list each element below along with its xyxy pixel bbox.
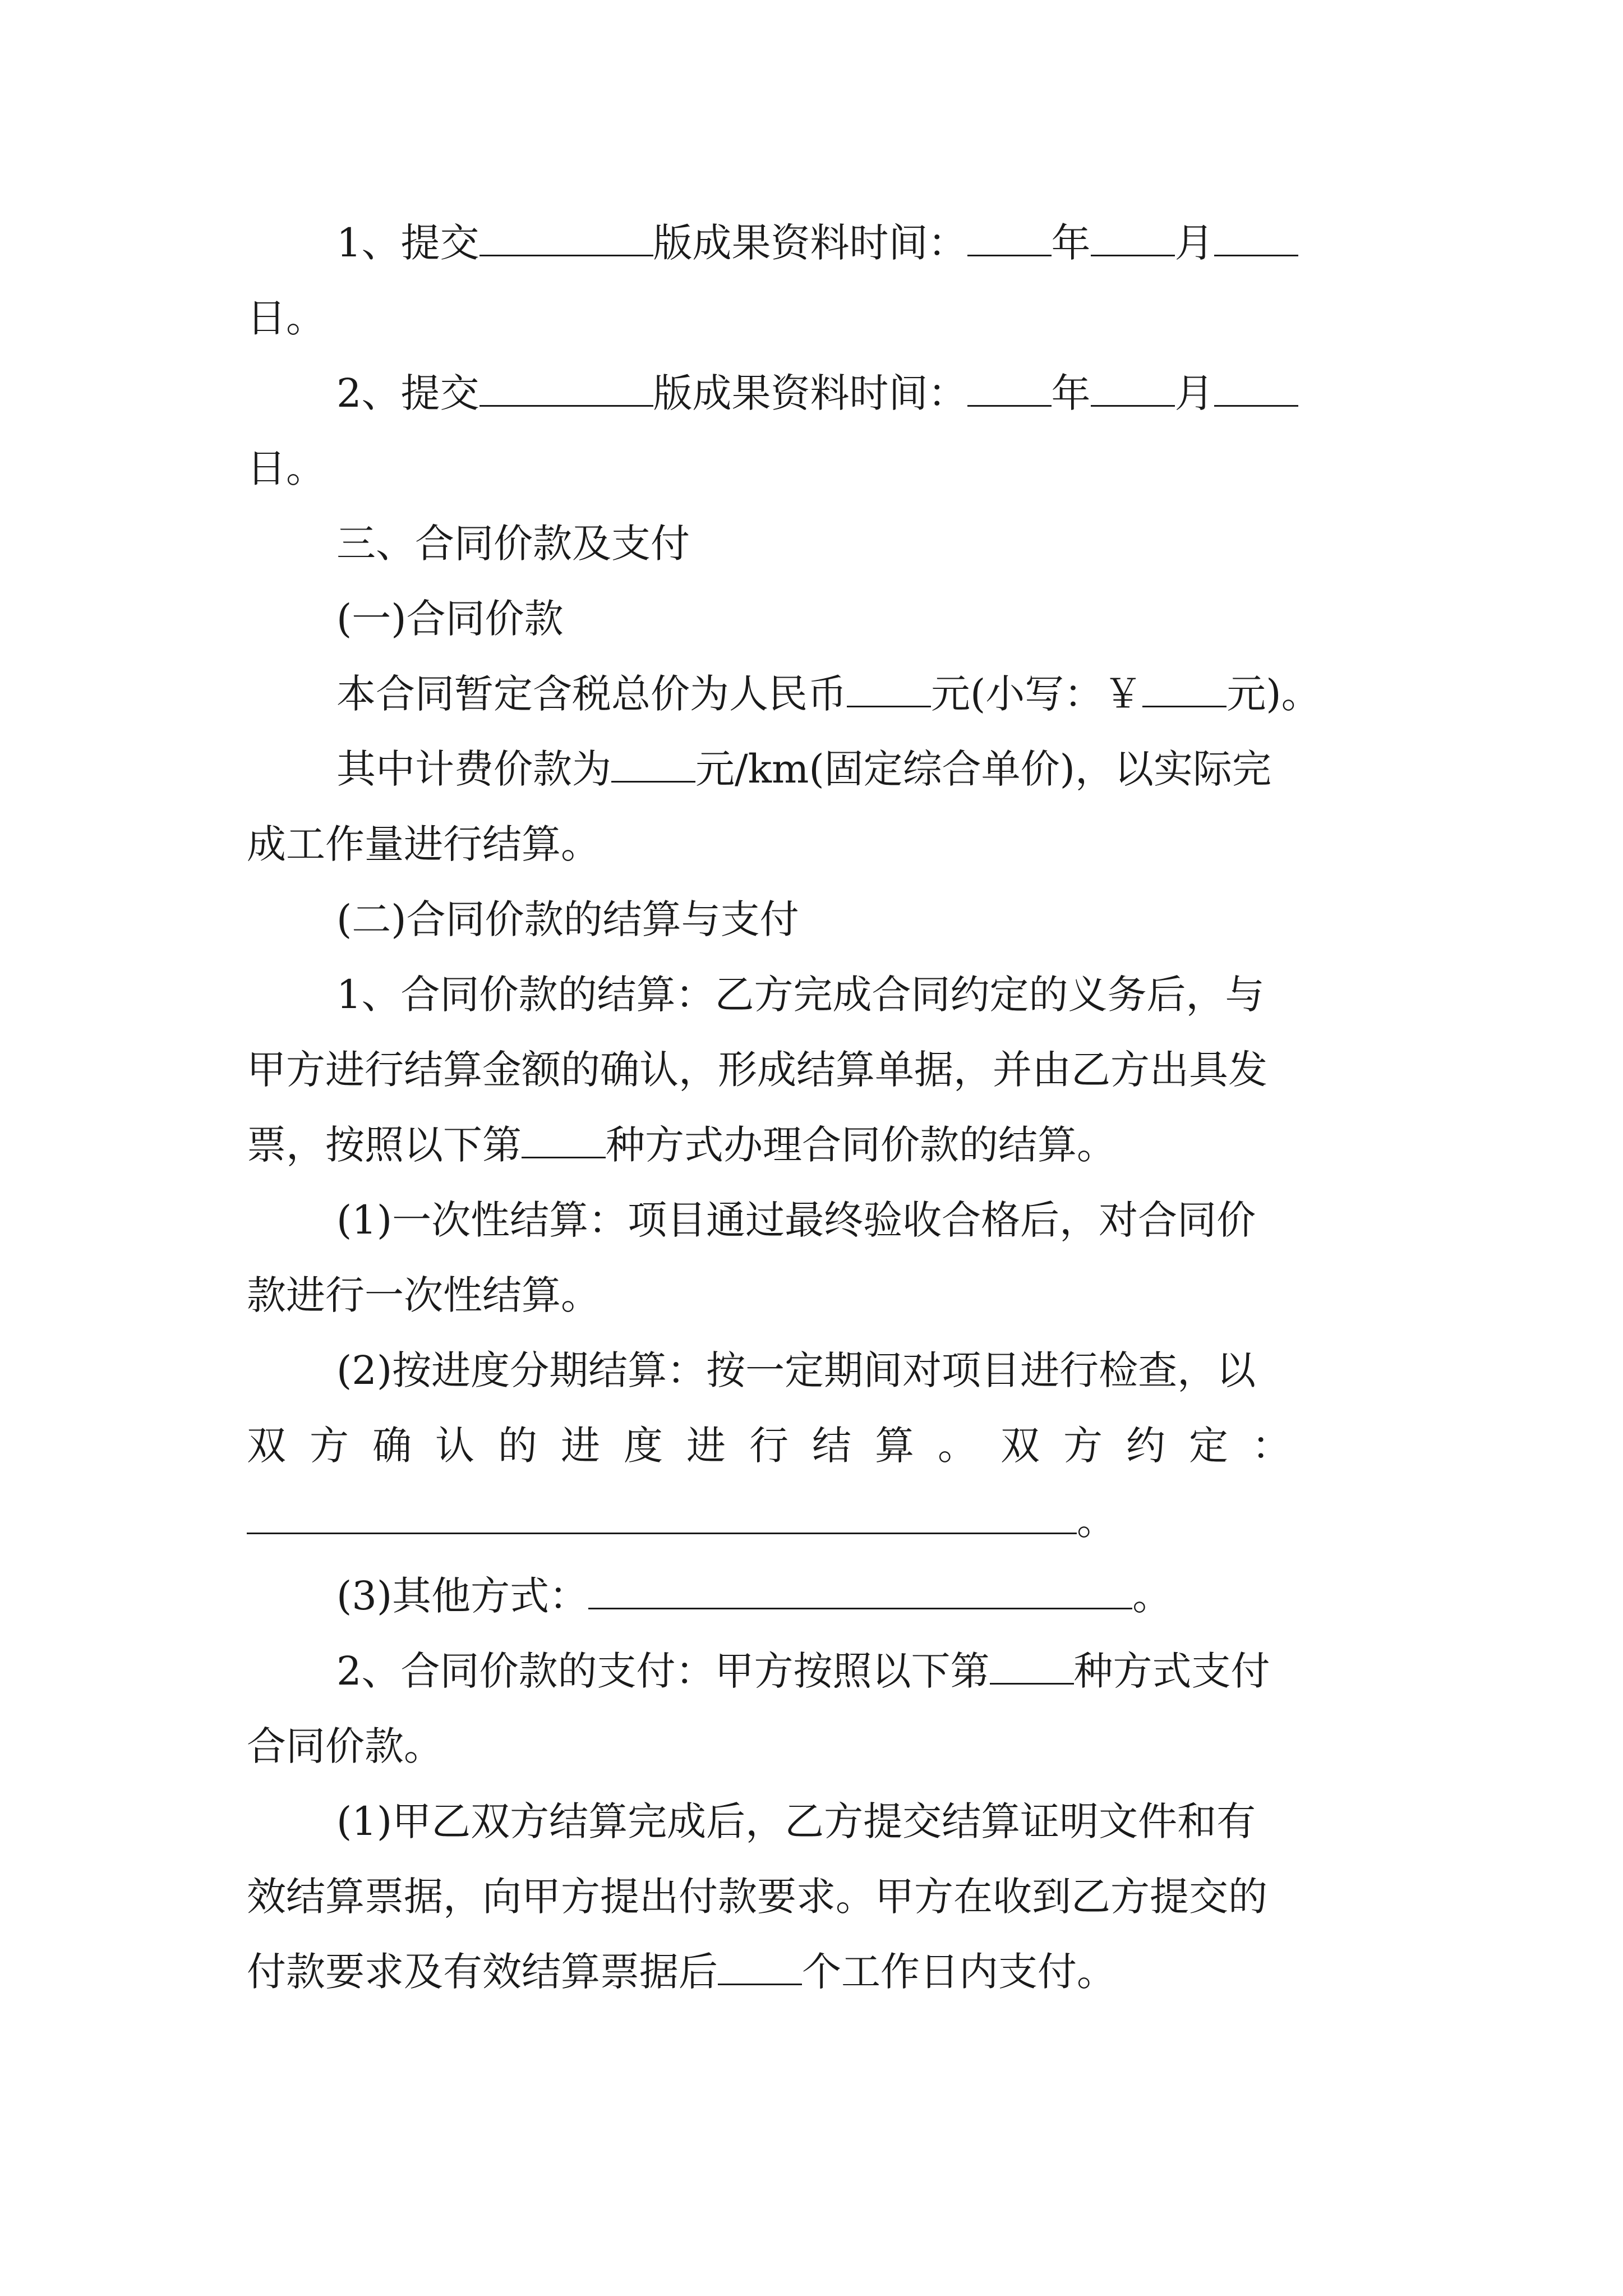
blank-payment-method: [990, 1648, 1074, 1685]
paragraph-line: 甲方进行结算金额的确认，形成结算单据，并由乙方出具发: [247, 1047, 1267, 1093]
paragraph-line: 日。: [247, 295, 325, 341]
blank-day: [1214, 220, 1298, 256]
blank-total-price-figure: [1142, 671, 1227, 707]
subsection-heading: (二)合同价款的结算与支付: [336, 896, 799, 942]
paragraph-line: 成工作量进行结算。: [247, 821, 600, 867]
paragraph-line: 1、提交 版成果资料时间： 年 月: [336, 218, 1298, 268]
paragraph-line: 票，按照以下第 种方式办理合同价款的结算。: [247, 1122, 1116, 1168]
blank-working-days: [718, 1949, 802, 1985]
paragraph-line: 其中计费价款为 元/km(固定综合单价)，以实际完: [336, 746, 1271, 792]
blank-total-price: [847, 671, 931, 707]
paragraph-line: 2、合同价款的支付：甲方按照以下第 种方式支付: [336, 1648, 1270, 1694]
paragraph-line: 双方确认的进度进行结算。双方约定：: [247, 1423, 1315, 1469]
blank-version: [479, 220, 653, 256]
paragraph-line: (2)按进度分期结算：按一定期间对项目进行检查，以: [336, 1347, 1256, 1393]
paragraph-line: 合同价款。: [247, 1723, 443, 1769]
paragraph-line: 款进行一次性结算。: [247, 1272, 600, 1318]
paragraph-line: 付款要求及有效结算票据后 个工作日内支付。: [247, 1949, 1116, 1995]
subsection-heading: (一)合同价款: [336, 596, 564, 642]
paragraph-line: 1、合同价款的结算：乙方完成合同约定的义务后，与: [336, 972, 1265, 1018]
paragraph-line: 本合同暂定含税总价为人民币 元(小写：￥ 元)。: [336, 671, 1321, 717]
paragraph-line: 效结算票据，向甲方提出付款要求。甲方在收到乙方提交的: [247, 1874, 1267, 1920]
blank-day: [1214, 370, 1298, 407]
blank-unit-price: [611, 746, 695, 783]
blank-other-method: [588, 1573, 1132, 1609]
paragraph-line: (1)甲乙双方结算完成后，乙方提交结算证明文件和有: [336, 1798, 1256, 1844]
blank-year: [967, 220, 1052, 256]
blank-month: [1091, 220, 1175, 256]
paragraph-line: 。: [247, 1496, 1116, 1546]
paragraph-line: 2、提交 版成果资料时间： 年 月: [336, 368, 1298, 418]
paragraph-line: (3)其他方式： 。: [336, 1573, 1172, 1619]
section-heading: 三、合同价款及支付: [336, 521, 690, 567]
paragraph-line: (1)一次性结算：项目通过最终验收合格后，对合同价: [336, 1197, 1256, 1243]
blank-version: [479, 370, 653, 407]
blank-agreement: [247, 1498, 1077, 1534]
blank-settlement-method: [522, 1122, 606, 1158]
blank-month: [1091, 370, 1175, 407]
paragraph-line: 日。: [247, 445, 325, 491]
blank-year: [967, 370, 1052, 407]
